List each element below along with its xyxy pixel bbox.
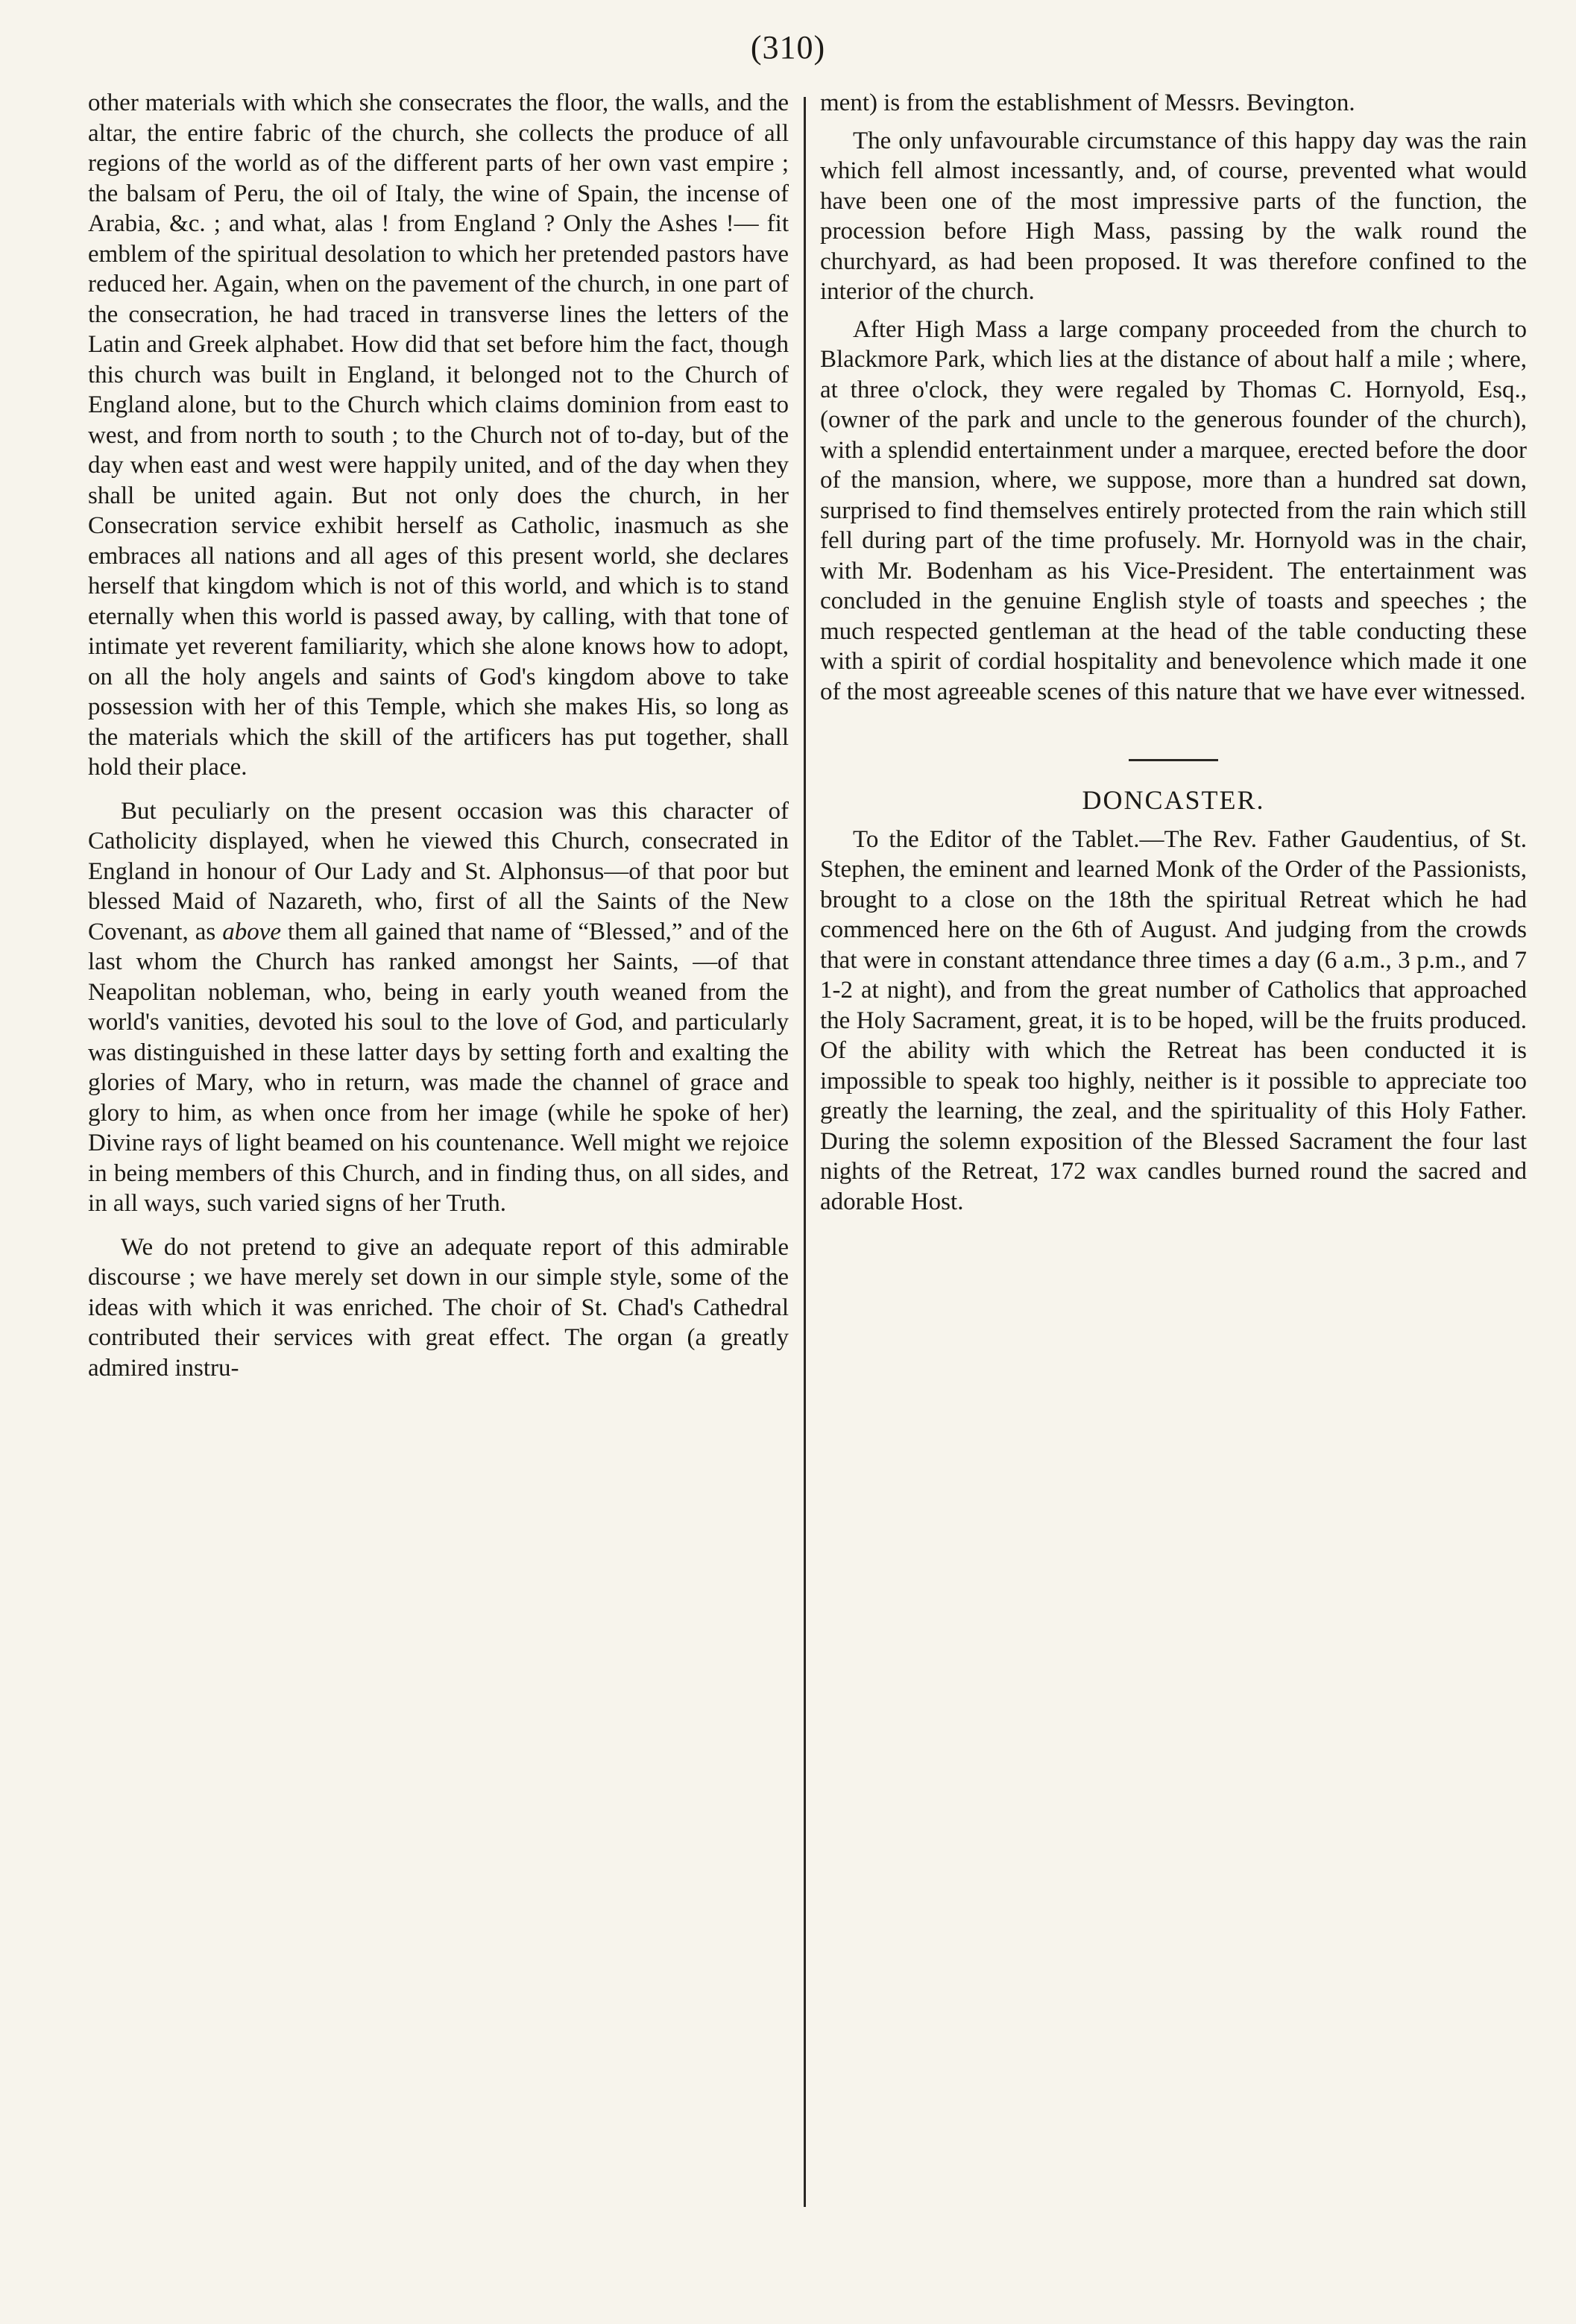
left-paragraph-2-italic: above xyxy=(222,918,282,945)
page-number: (310) xyxy=(750,29,826,66)
right-column xyxy=(820,88,1527,1224)
right-paragraph-3: After High Mass a large company proceeded from the church to Blackmore Park, which lies at the distance of about half a mile ; where, at three o'clock, they were regaled by Thomas C. Hornyold, Esq., (owner of the park and uncle to the generous founder of the church), with a splendid entertainment under a marquee, erected before the door of the mansion, where, we suppose, more than a hundred sat down, surprised to find themselves entirely protected from the rain which still fell during part of the time profusely. Mr. Hornyold was in the chair, with Mr. Bodenham as his Vice-President. The entertainment was concluded in the genuine English style of toasts and speeches ; the much respected gentleman at the head of the table conducting these with a spirit of cordial hospitality and benevolence which made it one of the most agreeable scenes of this nature that we have ever witnessed. xyxy=(820,315,1527,705)
left-paragraph-2-text-a: But peculiarly on the present occasion was this character of Catholicity displayed, when he viewed this Church, consecrated in England in honour of Our Lady and St. Alphonsus—of that poor but blessed Maid of Nazareth, who, first of all the Saints of the New Covenant, as xyxy=(88,797,789,945)
column-divider xyxy=(804,97,806,2207)
left-column xyxy=(88,88,789,1391)
left-paragraph-3: We do not pretend to give an adequate report of this admirable discourse ; we have merely set down in our simple style, some of the ideas with which it was enriched. The choir of St. Chad's Cathedral contributed their services with great effect. The organ (a greatly admired instru- xyxy=(88,1233,789,1382)
left-paragraph-2 xyxy=(88,796,789,1219)
left-paragraph-2-text-b: them all gained that name of “Blessed,” and of the last whom the Church has ranked amongst her Saints, —of that Neapolitan nobleman, who, being in early youth weaned from the world's vanities, devoted his soul to the love of God, and particularly was distinguished in these latter days by setting forth and exalting the glories of Mary, who in return, was made the channel of grace and glory to him, as when once from her image (while he spoke of her) Divine rays of light beamed on his countenance. Well might we rejoice in being members of this Church, and in finding thus, on all sides, and in all ways, such varied signs of her Truth. xyxy=(88,918,789,1217)
right-paragraph-2: The only unfavourable circumstance of this happy day was the rain which fell almost incessantly, and, of course, prevented what would have been one of the most impressive parts of the function, the procession before High Mass, passing by the walk round the churchyard, as had been proposed. It was therefore confined to the interior of the church. xyxy=(820,127,1527,305)
right-paragraph-4: To the Editor of the Tablet.—The Rev. Father Gaudentius, of St. Stephen, the eminent and learned Monk of the Order of the Passionists, brought to a close on the 18th the spiritual Retreat which he had commenced here on the 6th of August. And judging from the crowds that were in constant attendance three times a day (6 a.m., 3 p.m., and 7 1-2 at night), and from the great number of Catholics that approached the Holy Sacrament, great, it is to be hoped, will be the fruits produced. Of the ability with which the Retreat has been conducted it is impossible to speak too highly, neither is it possible to appreciate too greatly the learning, the zeal, and the spirituality of this Holy Father. During the solemn exposition of the Blessed Sacrament the four last nights of the Retreat, 172 wax candles burned round the sacred and adorable Host. xyxy=(820,825,1527,1215)
section-divider xyxy=(1129,759,1218,761)
right-paragraph-1: ment) is from the establishment of Messrs. Bevington. xyxy=(820,89,1355,116)
left-paragraph-1: other materials with which she consecrates the floor, the walls, and the altar, the entire fabric of the church, she collects the produce of all regions of the world as of the different parts of her own vast empire ; the balsam of Peru, the oil of Italy, the wine of Spain, the incense of Arabia, &c. ; and what, alas ! from England ? Only the Ashes !— fit emblem of the spiritual desolation to which her pretended pastors have reduced her. Again, when on the pavement of the church, in one part of the consecration, he had traced in transverse lines the letters of the Latin and Greek alphabet. How did that set before him the fact, though this church was built in England, it belonged not to the Church of England alone, but to the Church which claims dominion from east to west, and from north to south ; to the Church not of to-day, but of the day when east and west were happily united, and of the day when they shall be united again. But not only does the church, in her Consecration service exhibit herself as Catholic, inasmuch as she embraces all nations and all ages of this present world, she declares herself that kingdom which is not of this world, and which is to stand eternally when this world is passed away, by calling, with that tone of intimate yet reverent familiarity, which she alone knows how to adopt, on all the holy angels and saints of God's kingdom above to take possession with her of this Temple, which she makes His, so long as the materials which the skill of the artificers has put together, shall hold their place. xyxy=(88,89,789,781)
section-heading: DONCASTER. xyxy=(1082,785,1265,815)
